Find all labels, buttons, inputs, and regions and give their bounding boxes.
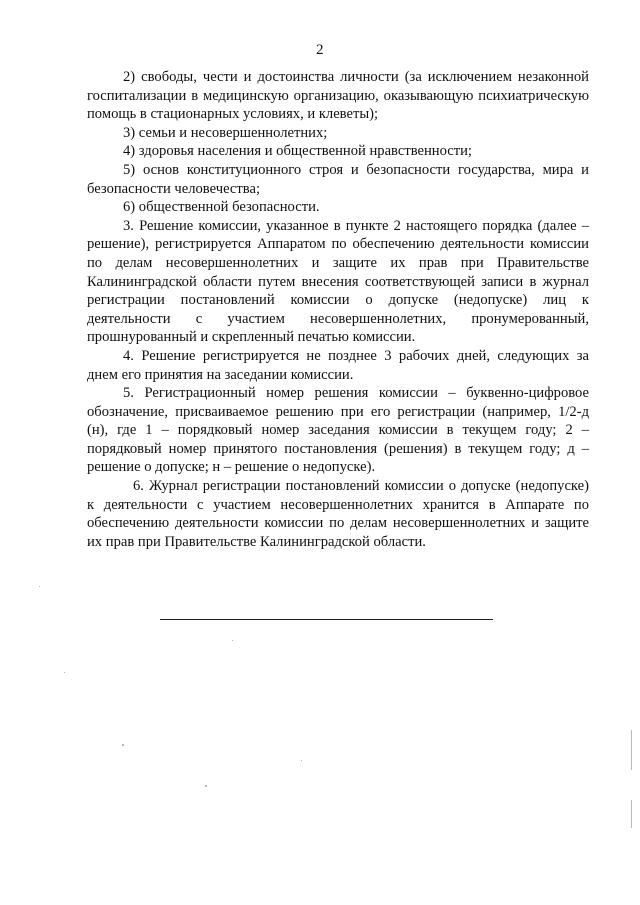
paragraph-item-6: 6) общественной безопасности.	[123, 199, 320, 216]
paragraph-item-5: 5) основ конституционного строя и безопасности государства, мира и безопасности человечества;	[87, 161, 589, 197]
scan-speck	[64, 672, 65, 673]
closing-separator-line	[160, 619, 493, 620]
document-body	[87, 68, 589, 551]
paragraph-item-3: 3) семьи и несовершеннолетних;	[123, 124, 328, 141]
scan-speck	[232, 640, 233, 641]
paragraph-clause-5: 5. Регистрационный номер решения комиссии – буквенно-цифровое обозначение, присваиваемое решению при его регистрации (например, 1/2-д (н), где 1 – порядковый номер заседания комиссии в текущем году; 2 – порядковый номер принятого постановления (решения) в текущем году; д – решение о допуске; н – решение о недопуске).	[87, 385, 589, 476]
paragraph-clause-3: 3. Решение комиссии, указанное в пункте 2 настоящего порядка (далее – решение), регистрируется Аппаратом по обеспечению деятельности комиссии по делам несовершеннолетних и защите их прав при Правительстве Калининградской области путем внесения соответствующей записи в журнал регистрации постановлений комиссии о допуске (недопуске) лиц к деятельности с участием несовершеннолетних, пронумерованный, прошнурованный и скрепленный печатью комиссии.	[87, 217, 589, 346]
paragraph-clause-6: 6. Журнал регистрации постановлений комиссии о допуске (недопуске) к деятельности с участием несовершеннолетних хранится в Аппарате по обеспечению деятельности комиссии по делам несовершеннолетних и защите их прав при Правительстве Калининградской области.	[87, 478, 589, 550]
paragraph-item-2: 2) свободы, чести и достоинства личности (за исключением незаконной госпитализации в медицинскую организацию, оказывающую психиатрическую помощь в стационарных условиях, и клеветы);	[87, 69, 589, 123]
paragraph-clause-4: 4. Решение регистрируется не позднее 3 рабочих дней, следующих за днем его принятия на заседании комиссии.	[87, 347, 589, 383]
paragraph-item-4: 4) здоровья населения и общественной нравственности;	[123, 143, 472, 160]
page-number: 2	[316, 42, 324, 58]
scan-speck	[122, 744, 124, 746]
scan-speck	[39, 586, 40, 587]
scan-edge-mark	[631, 800, 632, 828]
scan-speck	[301, 760, 302, 761]
scan-edge-mark	[631, 730, 632, 770]
scan-speck	[205, 785, 207, 787]
